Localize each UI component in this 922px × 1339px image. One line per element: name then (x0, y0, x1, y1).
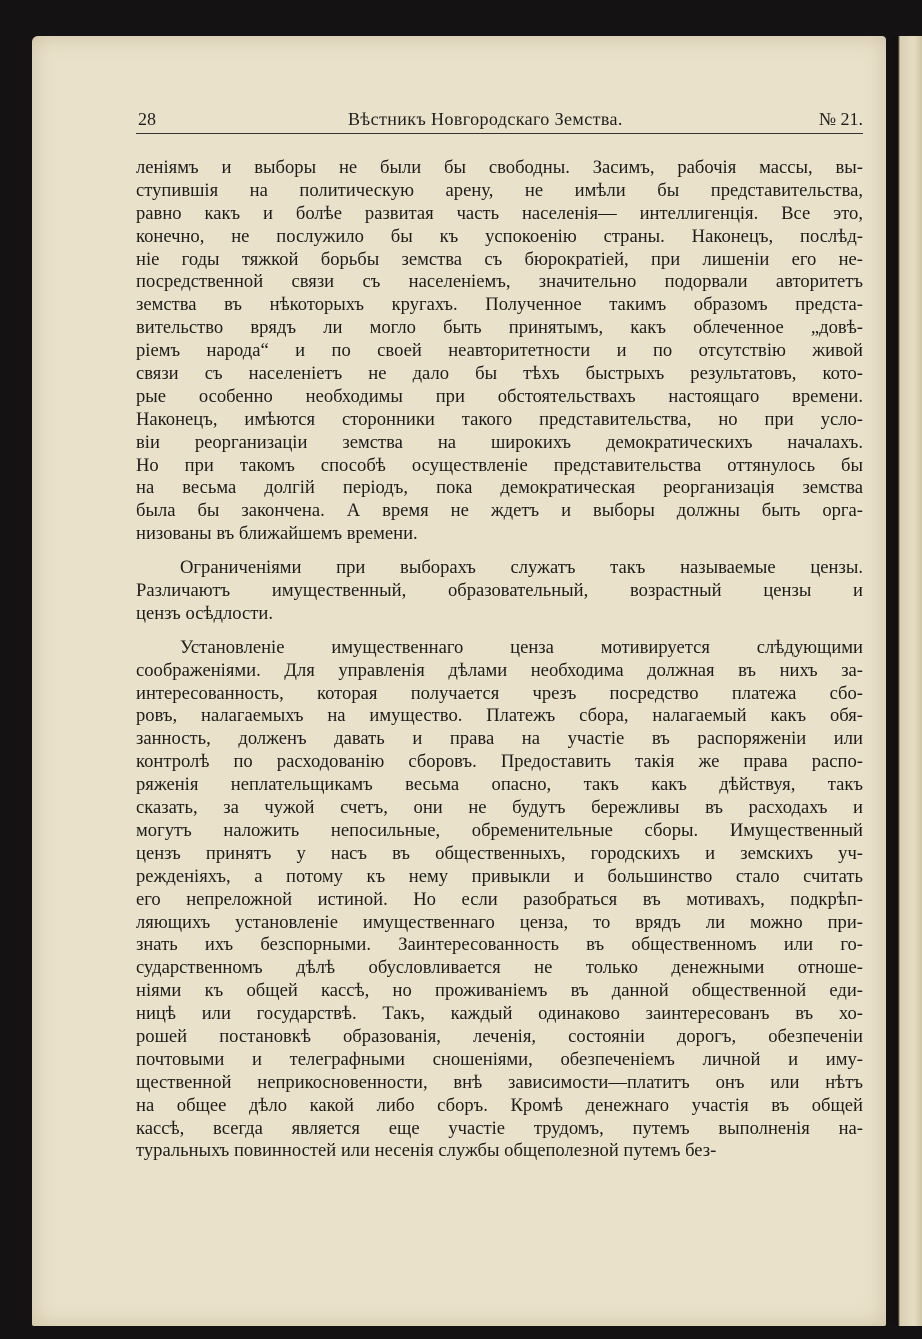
text-line: контролѣ по расходованію сборовъ. Предоставить такія же права распо- (136, 751, 863, 773)
text-line: ступившія на политическую арену, не имѣли бы представительства, (136, 179, 863, 201)
text-line: ніями къ общей кассѣ, но проживаніемъ въ данной общественной еди- (136, 980, 863, 1002)
paragraph (136, 637, 863, 1163)
text-line: посредственной связи съ населеніемъ, значительно подорвали авторитетъ (136, 271, 863, 293)
paragraph (136, 557, 863, 626)
text-line: віи реорганизаціи земства на широкихъ демократическихъ началахъ. (136, 431, 863, 453)
text-line: на общее дѣло какой либо сборъ. Кромѣ денежнаго участія въ общей (136, 1094, 863, 1116)
text-line: ряженія неплательщикамъ весьма опасно, такъ какъ дѣйствуя, такъ (136, 774, 863, 796)
text-line: рошей постановкѣ образованія, леченія, состояніи дорогъ, обезпеченіи (136, 1025, 863, 1047)
text-line: ляющихъ установленіе имущественнаго ценза, то врядъ ли можно при- (136, 911, 863, 933)
text-line: леніямъ и выборы не были бы свободны. Засимъ, рабочія массы, вы- (136, 157, 863, 178)
issue-number: № 21. (818, 109, 863, 129)
text-line: Ограниченіями при выборахъ служатъ такъ называемые цензы. (180, 557, 863, 579)
running-header (136, 107, 863, 134)
text-line: земства въ нѣкоторыхъ кругахъ. Полученное такимъ образомъ предста- (136, 294, 863, 316)
text-line: могутъ наложить непосильные, обременительные сборы. Имущественный (136, 819, 863, 841)
page-number: 28 (138, 109, 156, 129)
text-line: цензъ осѣдлости. (136, 602, 274, 624)
journal-title: Вѣстникъ Новгородскаго Земства. (348, 109, 623, 129)
text-line: его непреложной истиной. Но если разобраться въ мотивахъ, подкрѣп- (136, 888, 863, 910)
text-line: Но при такомъ способѣ осуществленіе представительства оттянулось бы (136, 454, 863, 476)
text-line: сударственномъ дѣлѣ обусловливается не только денежными отноше- (136, 957, 863, 979)
text-line: конечно, не послужило бы къ успокоенію страны. Наконецъ, послѣд- (136, 225, 863, 247)
paragraph-gap (136, 626, 863, 637)
text-line: на весьма долгій періодъ, пока демократическая реорганизація земства (136, 477, 863, 499)
text-line: рые особенно необходимы при обстоятельствахъ настоящаго времени. (136, 385, 863, 407)
text-line: занность, долженъ давать и права на участіе въ распоряженіи или (136, 728, 863, 750)
text-line: Наконецъ, имѣются сторонники такого представительства, но при усло- (136, 408, 863, 430)
text-line: почтовыми и телеграфными сношеніями, обезпеченіемъ личной и иму- (136, 1048, 863, 1070)
paragraph-gap (136, 546, 863, 557)
text-line: Установленіе имущественнаго ценза мотивируется слѣдующими (180, 636, 863, 658)
text-line: щественной неприкосновенности, внѣ зависимости—платитъ онъ или нѣтъ (136, 1071, 863, 1093)
text-line: связи съ населеніетъ не дало бы тѣхъ быстрыхъ результатовъ, кото- (136, 363, 863, 385)
text-line: равно какъ и болѣе развитая часть населенія— интеллигенція. Все это, (136, 202, 863, 224)
text-line: ровъ, налагаемыхъ на имущество. Платежъ сбора, налагаемый какъ обя- (136, 705, 863, 727)
text-line: вительство врядъ ли могло быть принятымъ, какъ облеченное „довѣ- (136, 317, 863, 339)
text-line: ріемъ народа“ и по своей неавторитетности и по отсутствію живой (136, 340, 863, 362)
text-line: знать ихъ безспорными. Заинтересованность въ общественномъ или го- (136, 934, 863, 956)
paragraph (136, 157, 863, 546)
text-line: Различаютъ имущественный, образовательный, возрастный цензы и (136, 580, 863, 602)
text-line: ницѣ или государствѣ. Такъ, каждый одинаково заинтересованъ въ хо- (136, 1003, 863, 1025)
text-line: режденіяхъ, а потому къ нему привыкли и большинство стало считать (136, 865, 863, 887)
text-line: ніе годы тяжкой борьбы земства съ бюрократіей, при лишеніи его не- (136, 248, 863, 270)
text-line: кассѣ, всегда является еще участіе трудомъ, путемъ выполненія на- (136, 1117, 863, 1139)
adjacent-page-edge (892, 36, 922, 1326)
text-line: интересованность, которая получается чрезъ посредство платежа сбо- (136, 682, 863, 704)
text-line: сказать, за чужой счетъ, они не будутъ бережливы въ расходахъ и (136, 797, 863, 819)
text-line: низованы въ ближайшемъ времени. (136, 523, 418, 545)
text-line: цензъ принятъ у насъ въ общественныхъ, городскихъ и земскихъ уч- (136, 842, 863, 864)
text-line: соображеніями. Для управленія дѣлами необходима должная въ нихъ за- (136, 659, 863, 681)
text-line: была бы закончена. А время не ждетъ и выборы должны быть орга- (136, 500, 863, 522)
body-text (136, 157, 863, 1163)
text-line: туральныхъ повинностей или несенія службы общеполезной путемъ без- (136, 1140, 717, 1162)
